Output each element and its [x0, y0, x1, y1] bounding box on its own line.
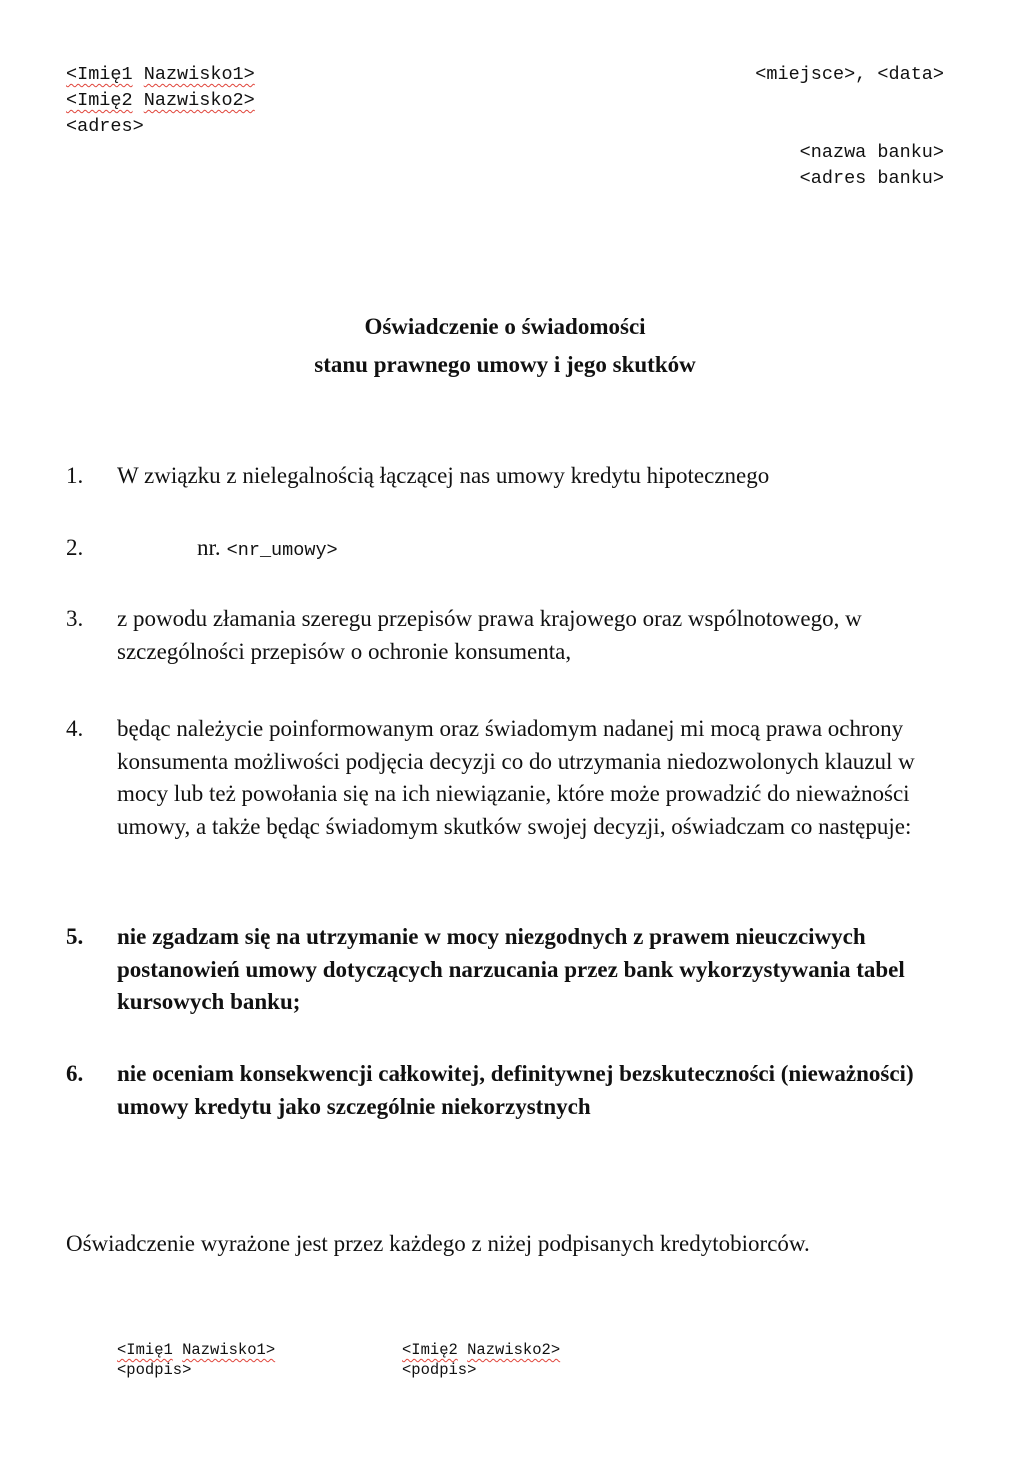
list-item-2 [66, 532, 950, 568]
list-item-1 [66, 460, 950, 493]
signature-block-2 [402, 1340, 560, 1380]
closing-statement: Oświadczenie wyrażone jest przez każdego z niżej podpisanych kredytobiorców. [66, 1231, 810, 1256]
signature-name-2 [402, 1340, 560, 1360]
item-text: nie oceniam konsekwencji całkowitej, definitywnej bezskuteczności (nieważności) umowy kredytu jako szczególnie niekorzystnych [117, 1061, 914, 1119]
signature-block-1 [117, 1340, 275, 1380]
item-number: 2. [66, 535, 84, 560]
list-item-3 [66, 603, 950, 668]
sender-last-name-1: Nazwisko1> [143, 64, 255, 85]
signature-name-1 [117, 1340, 275, 1360]
bank-block [800, 140, 944, 192]
place-date: <miejsce>, <data> [755, 64, 944, 85]
sender-name-2 [66, 88, 255, 114]
signature-placeholder-1: <podpis> [117, 1361, 192, 1379]
contract-number [197, 532, 950, 568]
contract-number-value: <nr_umowy> [226, 540, 338, 561]
sender-name-1 [66, 62, 255, 88]
list-item-5 [66, 921, 950, 1019]
title-line-1: Oświadczenie o świadomości [364, 314, 646, 339]
signature-placeholder-2: <podpis> [402, 1361, 477, 1379]
item-number: 1. [66, 463, 84, 488]
signature-last-name-2: Nazwisko2> [467, 1341, 561, 1359]
title-line-2: stanu prawnego umowy i jego skutków [314, 352, 696, 377]
item-number: 4. [66, 716, 84, 741]
signature-first-name-1: <Imię1 [117, 1341, 173, 1359]
sender-block [66, 62, 255, 140]
list-item-4 [66, 713, 950, 843]
item-number: 3. [66, 606, 84, 631]
signature-last-name-1: Nazwisko1> [182, 1341, 276, 1359]
document-title [0, 308, 1010, 384]
item-text: z powodu złamania szeregu przepisów prawa krajowego oraz wspólnotowego, w szczególności przepisów o ochronie konsumenta, [117, 606, 862, 664]
sender-last-name-2: Nazwisko2> [143, 90, 255, 111]
item-number: 5. [66, 924, 84, 949]
bank-address: <adres banku> [799, 168, 944, 189]
bank-name: <nazwa banku> [799, 142, 944, 163]
item-number: 6. [66, 1061, 84, 1086]
contract-prefix: nr. [197, 535, 221, 560]
item-text: będąc należycie poinformowanym oraz świadomym nadanej mi mocą prawa ochrony konsumenta możliwości podjęcia decyzji co do utrzymania niedozwolonych klauzul w mocy lub też powołania się na ich niewiązanie, które może prowadzić do nieważności umowy, a także będąc świadomym skutków swojej decyzji, oświadczam co następuje: [117, 716, 915, 839]
list-item-6 [66, 1058, 950, 1123]
sender-first-name-2: <Imię2 [66, 90, 133, 111]
item-text: nie zgadzam się na utrzymanie w mocy niezgodnych z prawem nieuczciwych postanowień umowy dotyczących narzucania przez bank wykorzystywania tabel kursowych banku; [117, 924, 905, 1014]
sender-first-name-1: <Imię1 [66, 64, 133, 85]
signature-first-name-2: <Imię2 [402, 1341, 458, 1359]
sender-address: <adres> [66, 116, 144, 137]
item-text: W związku z nielegalnością łączącej nas umowy kredytu hipotecznego [117, 463, 770, 488]
